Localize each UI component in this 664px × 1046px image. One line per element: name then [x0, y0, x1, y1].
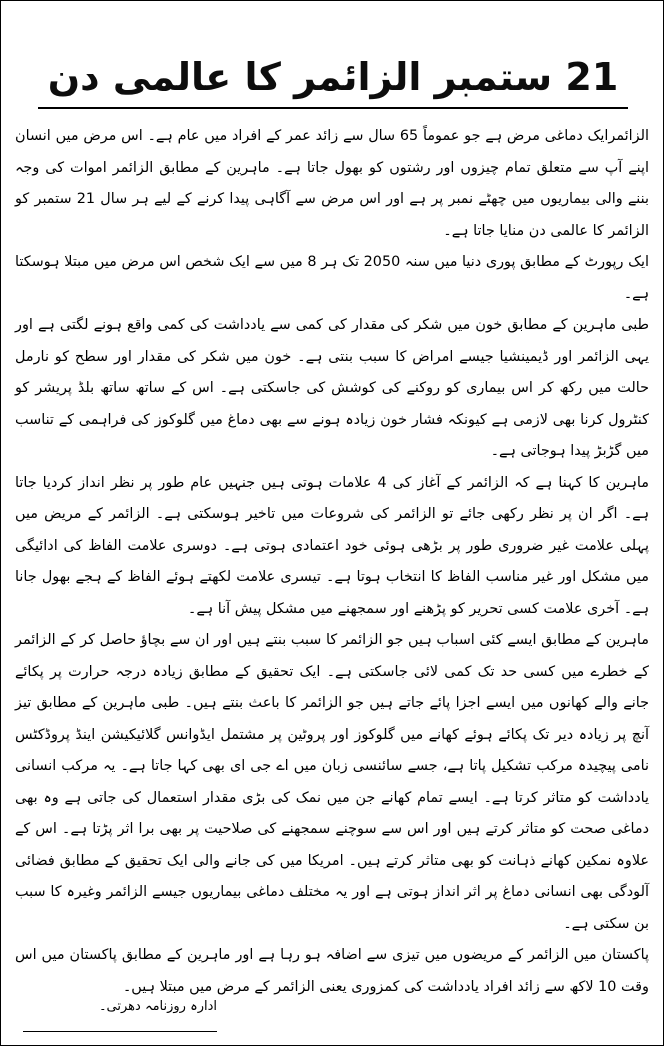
paragraph-causes: ماہرین کے مطابق ایسے کئی اسباب ہیں جو الزائمر کا سبب بنتے ہیں اور ان سے بچاؤ حاصل کر کے الزائمر کے خطرے میں کسی حد تک کمی لائی جاسکتی ہے۔ ایک تحقیق کے مطابق زیادہ درجہ حرارت پر پکائے جانے والے کھانوں میں ایسے اجزا پائے جاتے ہیں جو الزائمر کا باعث بنتے ہیں۔ طبی ماہرین کے مطابق تیز آنچ پر زیادہ دیر تک پکائے ہوئے کھانے میں گلوکوز اور پروٹین پر مشتمل ایڈوانس گلائیکیشن اینڈ پروڈکٹس نامی پیچیدہ مرکب تشکیل پاتا ہے، جسے سائنسی زبان میں اے جی ای بھی کہا جاتا ہے۔ یہ مرکب انسانی یادداشت کو متاثر کرتا ہے۔ ایسے تمام کھانے جن میں نمک کی بڑی مقدار استعمال کی جاتی ہے وہ بھی دماغی صحت کو متاثر کرتے ہیں اور اس سے سوچنے سمجھنے کی صلاحیت پر بھی برا اثر پڑتا ہے۔ اس کے علاوہ نمکین کھانے ذہانت کو بھی متاثر کرتے ہیں۔ امریکا میں کی جانے والی ایک تحقیق کے مطابق فضائی آلودگی بھی انسانی دماغ پر اثر انداز ہوتی ہے اور یہ مختلف دماغی بیماریوں جیسے الزائمر وغیرہ کا سبب بن سکتی ہے۔: [15, 632, 649, 932]
article-body: [15, 121, 649, 1003]
paragraph-symptoms: ماہرین کا کہنا ہے کہ الزائمر کے آغاز کی 4 علامات ہوتی ہیں جنہیں عام طور پر نظر انداز کردیا جاتا ہے۔ اگر ان پر نظر رکھی جائے تو الزائمر کی شروعات میں تاخیر ہوسکتی ہے۔ الزائمر کے مریض میں پہلی علامت غیر ضروری طور پر بڑھی ہوئی خود اعتمادی ہوتی ہے۔ دوسری علامت الفاظ کی ادائیگی میں مشکل اور غیر مناسب الفاظ کا انتخاب ہوتا ہے۔ تیسری علامت لکھتے ہوئے الفاظ کے ہجے بھول جانا ہے۔ آخری علامت کسی تحریر کو پڑھنے اور سمجھنے میں مشکل پیش آنا ہے۔: [15, 474, 649, 617]
signature-block: [23, 997, 217, 1017]
paragraph-intro: الزائمرایک دماغی مرض ہے جو عموماً 65 سال سے زائد عمر کے افراد میں عام ہے۔ اس مرض میں انسان اپنے آپ سے متعلق تمام چیزوں اور رشتوں کو بھول جاتا ہے۔ ماہرین کے مطابق الزائمر اموات کی وجہ بننے والی بیماریوں میں چھٹے نمبر پر ہے اور اس مرض سے آگاہی پیدا کرنے کے لیے ہر سال 21 ستمبر کو الزائمر کا عالمی دن منایا جاتا ہے۔: [15, 128, 649, 239]
page-title: 21 ستمبر الزائمر کا عالمی دن: [38, 53, 629, 109]
paragraph-blood-sugar: طبی ماہرین کے مطابق خون میں شکر کی مقدار کی کمی سے یادداشت کی کمی واقع ہونے لگتی ہے اور یہی الزائمر اور ڈیمینشیا جیسے امراض کا سبب بنتی ہے۔ خون میں شکر کی مقدار اور سطح کو نارمل حالت میں رکھ کر اس بیماری کو روکنے کی کوشش کی جاسکتی ہے۔ اس کے ساتھ ساتھ بلڈ پریشر کو کنٹرول کرنا بھی لازمی ہے کیونکہ فشار خون زیادہ ہونے سے بھی دماغ میں گلوکوز کی فراہمی کے تناسب میں گڑبڑ پیدا ہوجاتی ہے۔: [15, 317, 649, 459]
paragraph-report: ایک رپورٹ کے مطابق پوری دنیا میں سنہ 2050 تک ہر 8 میں سے ایک شخص اس مرض میں مبتلا ہوسکتا ہے۔: [15, 254, 649, 302]
title-container: [1, 53, 664, 109]
signature-text: ادارہ روزنامہ دھرتی۔: [98, 999, 217, 1014]
paragraph-pakistan: پاکستان میں الزائمر کے مریضوں میں تیزی سے اضافہ ہو رہا ہے اور ماہرین کے مطابق پاکستان میں اس وقت 10 لاکھ سے زائد افراد یادداشت کی کمزوری یعنی الزائمر کے مرض میں مبتلا ہیں۔: [15, 947, 649, 995]
signature-underline: [23, 1031, 217, 1032]
